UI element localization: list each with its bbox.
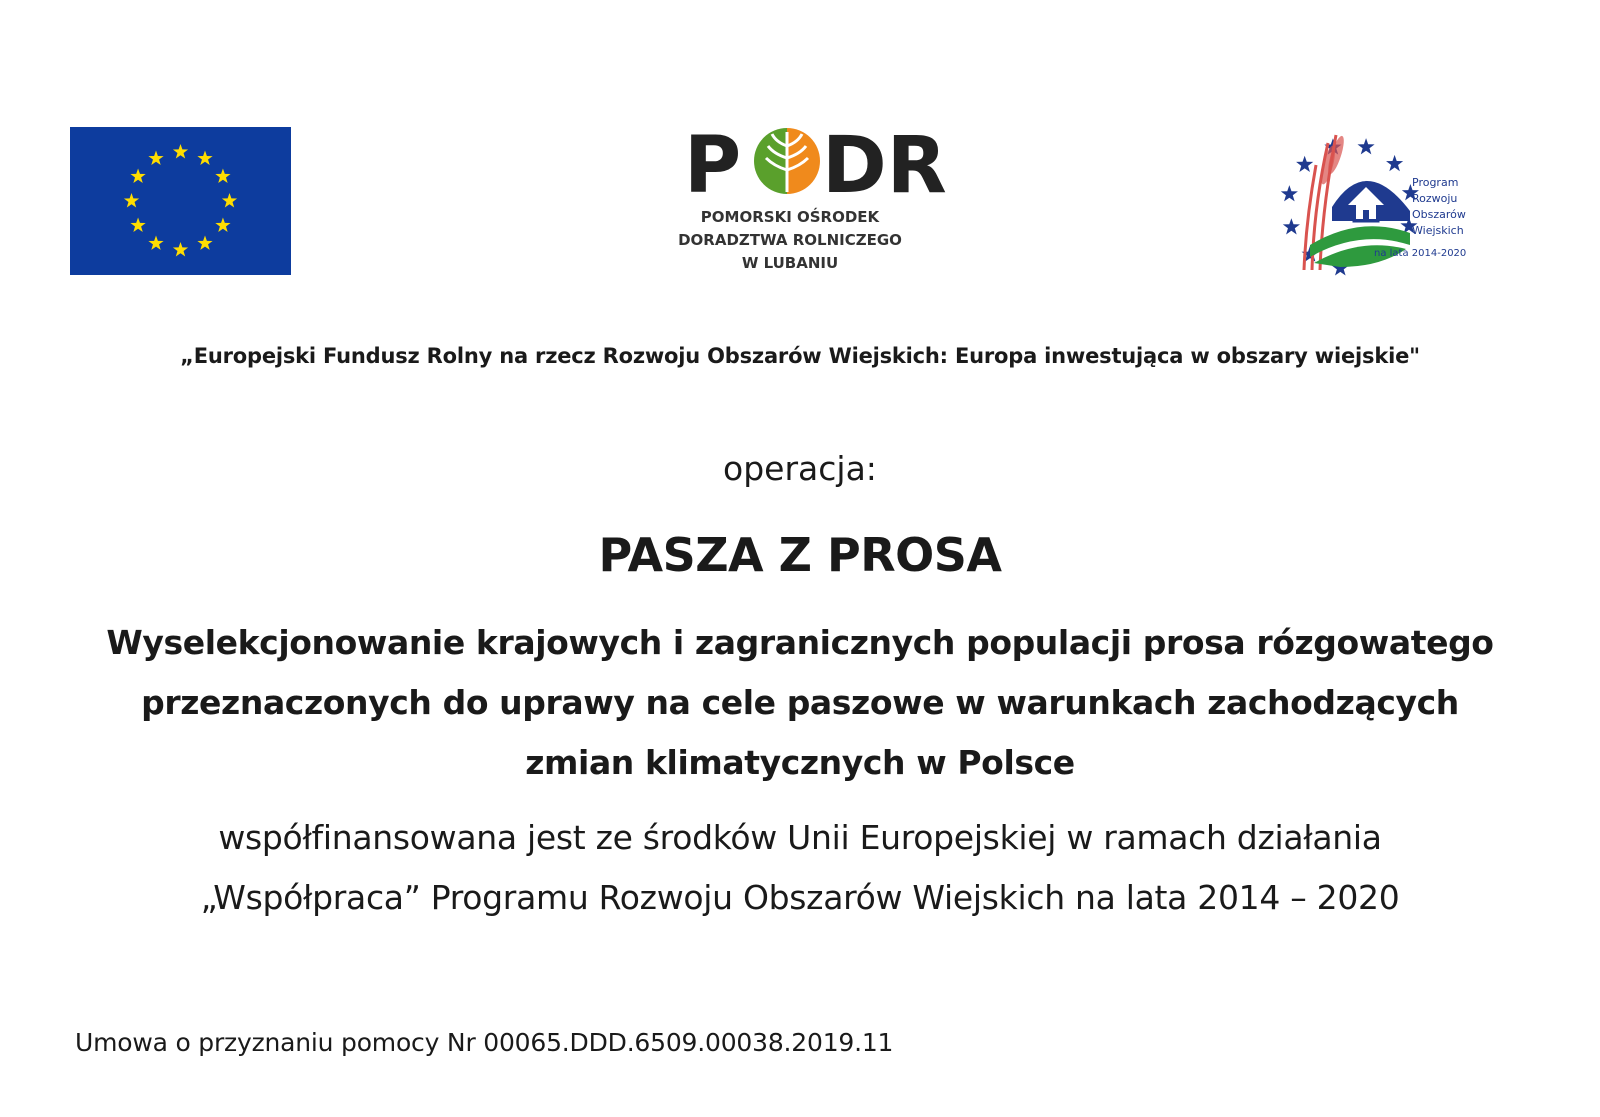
prow-star-icon [1281,185,1298,201]
funding-statement-line: „Współpraca” Programu Rozwoju Obszarów Wiejskich na lata 2014 – 2020 [200,878,1400,917]
prow-star-icon [1357,138,1374,154]
agreement-number: Umowa o przyznaniu pomocy Nr 00065.DDD.6509.00038.2019.11 [75,1028,894,1057]
prow-star-icon [1283,218,1300,234]
project-description-line: Wyselekcjonowanie krajowych i zagranicznych populacji prosa rózgowatego [106,623,1494,662]
prow-name-line-3: Obszarów [1412,208,1466,221]
podr-name-line-2: DORADZTWA ROLNICZEGO [678,231,902,249]
prow-name-line-2: Rozwoju [1412,192,1458,205]
prow-star-icon [1296,156,1313,172]
podr-logo [678,120,947,280]
project-description-line: zmian klimatycznych w Polsce [525,743,1075,782]
program-motto: „Europejski Fundusz Rolny na rzecz Rozwoju Obszarów Wiejskich: Europa inwestująca w obszary wiejskie" [180,344,1420,368]
project-title: PASZA Z PROSA [598,528,1002,582]
podr-name-line-1: POMORSKI OŚRODEK [700,208,880,226]
eu-flag-icon [70,127,291,275]
funding-statement-line: współfinansowana jest ze środków Unii Europejskiej w ramach działania [218,818,1382,857]
operation-label: operacja: [723,449,877,488]
podr-wordmark-left: P [684,121,742,211]
podr-name-line-3: W LUBANIU [741,254,839,272]
prow-logo [1270,125,1520,280]
prow-name-line-1: Program [1412,176,1459,189]
prow-name-line-4: Wiejskich [1412,224,1464,237]
prow-name-line-5: na lata 2014-2020 [1374,248,1467,259]
podr-wordmark-right: DR [822,121,947,211]
project-description-line: przeznaczonych do uprawy na cele paszowe w warunkach zachodzących [141,683,1459,722]
podr-wheat-circle-icon [754,128,820,194]
prow-star-icon [1386,155,1403,171]
